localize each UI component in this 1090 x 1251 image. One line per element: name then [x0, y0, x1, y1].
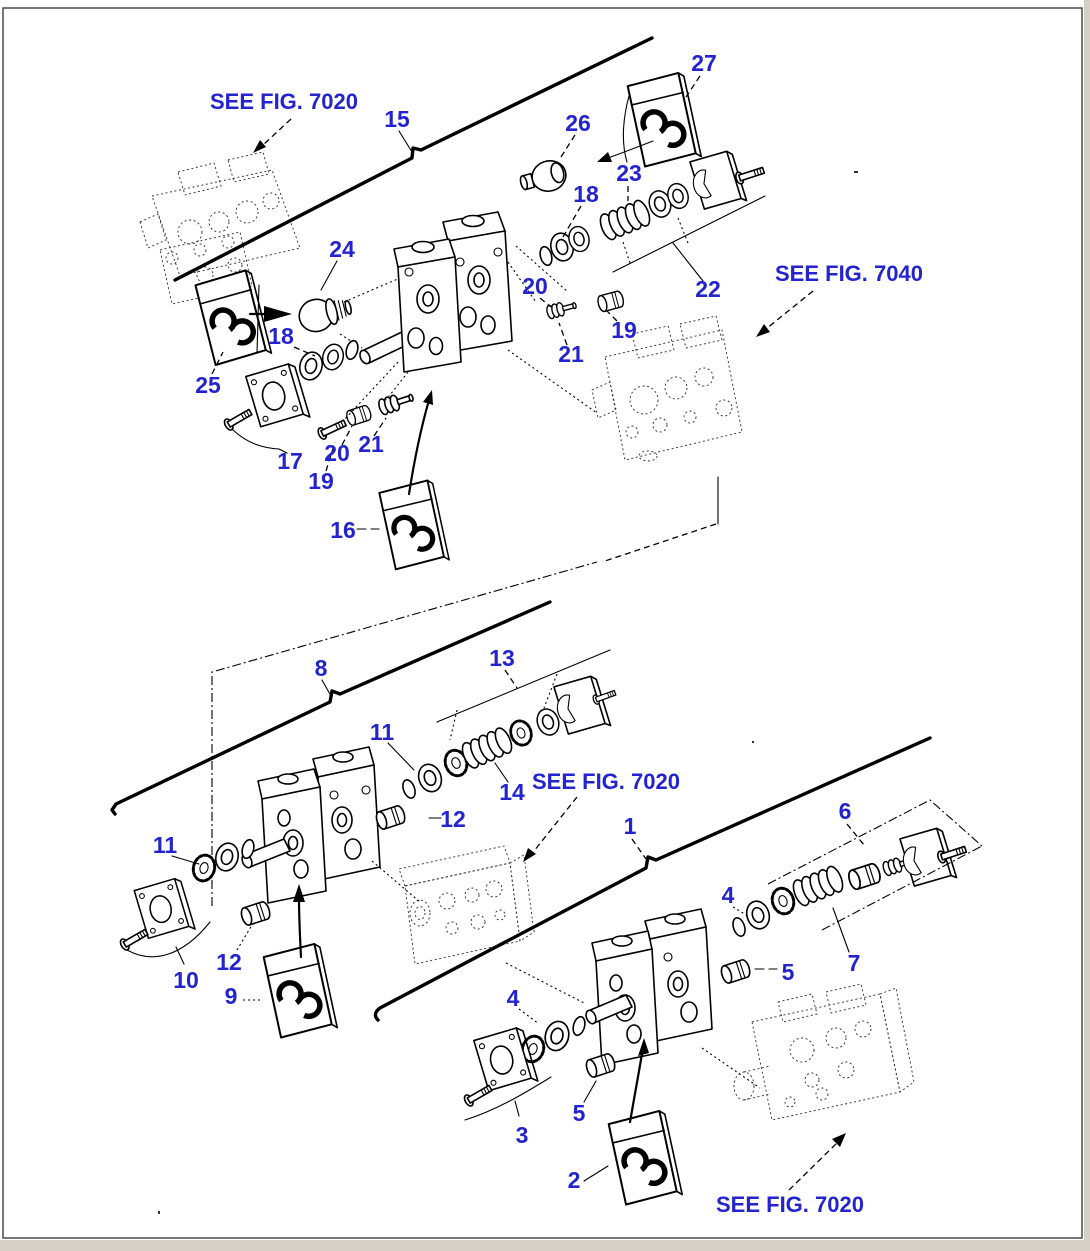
callout-9: 9 [224, 983, 238, 1009]
callout-8: 8 [314, 655, 328, 681]
callout-19-left: 19 [308, 468, 334, 494]
see-fig-7020-bottom-label: SEE FIG. 7020 [716, 1192, 864, 1217]
callout-5-right: 5 [781, 959, 795, 985]
callout-18-right: 18 [573, 181, 599, 207]
callout-11-upper: 11 [369, 719, 395, 745]
page-right-edge [1084, 0, 1090, 1251]
callout-22: 22 [695, 276, 721, 302]
callout-12-left: 12 [216, 949, 242, 975]
callout-27: 27 [691, 50, 717, 76]
callout-16: 16 [330, 517, 356, 543]
callout-26: 26 [565, 110, 591, 136]
callout-21-right: 21 [558, 341, 584, 367]
callout-24: 24 [329, 236, 355, 262]
callout-20-right: 20 [522, 273, 548, 299]
callout-13: 13 [489, 645, 515, 671]
see-fig-7020-top-label: SEE FIG. 7020 [210, 89, 358, 114]
callout-20-left: 20 [324, 440, 350, 466]
callout-10: 10 [173, 967, 199, 993]
callout-3: 3 [515, 1122, 529, 1148]
callout-1: 1 [623, 813, 637, 839]
callout-14: 14 [499, 779, 525, 805]
callout-7: 7 [847, 950, 861, 976]
callout-11-left: 11 [152, 832, 178, 858]
callout-17: 17 [277, 448, 303, 474]
callout-6: 6 [838, 798, 852, 824]
callout-23: 23 [616, 160, 642, 186]
see-fig-7020-mid-label: SEE FIG. 7020 [532, 769, 680, 794]
callout-5-left: 5 [572, 1100, 586, 1126]
callout-4-left: 4 [506, 985, 520, 1011]
callout-19-right: 19 [611, 317, 637, 343]
callout-15: 15 [384, 106, 410, 132]
callout-21-left: 21 [358, 431, 384, 457]
callout-25: 25 [195, 372, 221, 398]
callout-12-right: 12 [440, 806, 466, 832]
see-fig-7040-label: SEE FIG. 7040 [775, 261, 923, 286]
callout-2: 2 [567, 1167, 581, 1193]
page-bottom-edge [0, 1240, 1090, 1251]
callout-18-left: 18 [268, 323, 294, 349]
callout-4-right: 4 [721, 882, 735, 908]
